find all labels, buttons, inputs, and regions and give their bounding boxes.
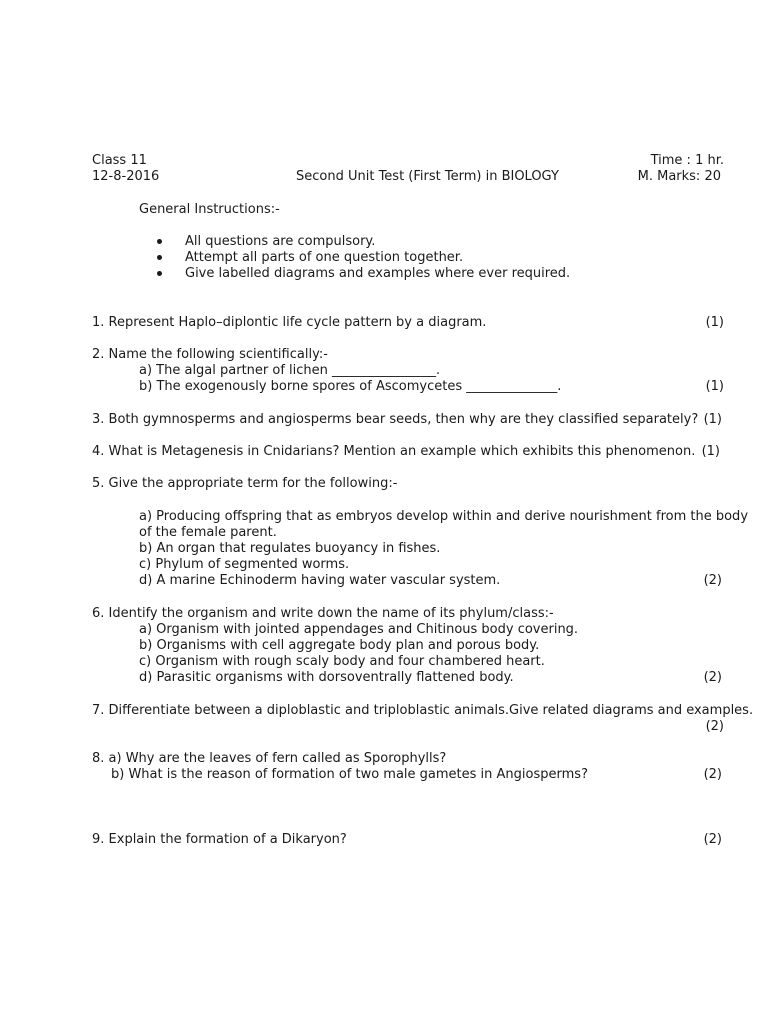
class-label: Class 11 — [92, 153, 147, 168]
instructions-heading: General Instructions:- — [139, 202, 280, 217]
question-5b: b) An organ that regulates buoyancy in fishes. — [139, 541, 441, 556]
bullet-icon — [157, 239, 162, 244]
question-8b: b) What is the reason of formation of two male gametes in Angiosperms? — [111, 767, 588, 782]
question-5d: d) A marine Echinoderm having water vascular system. — [139, 573, 501, 588]
exam-date: 12-8-2016 — [92, 169, 160, 184]
question-2: 2. Name the following scientifically:- — [92, 347, 328, 362]
question-8-marks: (2) — [703, 767, 722, 782]
question-3: 3. Both gymnosperms and angiosperms bear seeds, then why are they classified separately? — [92, 412, 699, 427]
question-6d: d) Parasitic organisms with dorsoventrally flattened body. — [139, 670, 514, 685]
page-title: Second Unit Test (First Term) in BIOLOGY — [296, 169, 559, 184]
instruction-item: Give labelled diagrams and examples where ever required. — [185, 266, 571, 281]
instruction-item: Attempt all parts of one question together. — [185, 250, 464, 265]
bullet-icon — [157, 255, 162, 260]
question-5c: c) Phylum of segmented worms. — [139, 557, 350, 572]
question-6: 6. Identify the organism and write down the name of its phylum/class:- — [92, 606, 554, 621]
question-4: 4. What is Metagenesis in Cnidarians? Mention an example which exhibits this phenomenon. — [92, 444, 696, 459]
question-5a: a) Producing offspring that as embryos develop within and derive nourishment from the body — [139, 509, 749, 524]
bullet-icon — [157, 271, 162, 276]
question-2a: a) The algal partner of lichen ________________. — [139, 363, 441, 378]
question-9-marks: (2) — [703, 832, 722, 847]
question-2-marks: (1) — [705, 379, 724, 394]
question-7: 7. Differentiate between a diploblastic and triploblastic animals.Give related diagrams and examples. — [92, 703, 754, 718]
question-6a: a) Organism with jointed appendages and Chitinous body covering. — [139, 622, 579, 637]
question-4-marks: (1) — [701, 444, 720, 459]
question-9: 9. Explain the formation of a Dikaryon? — [92, 832, 347, 847]
time-label: Time : 1 hr. — [650, 153, 724, 168]
question-3-marks: (1) — [703, 412, 722, 427]
question-2b: b) The exogenously borne spores of Ascomycetes ______________. — [139, 379, 562, 394]
question-5-marks: (2) — [703, 573, 722, 588]
max-marks-label: M. Marks: 20 — [637, 169, 721, 184]
question-5a-continued: of the female parent. — [139, 525, 277, 540]
question-1: 1. Represent Haplo–diplontic life cycle pattern by a diagram. — [92, 315, 487, 330]
instruction-item: All questions are compulsory. — [185, 234, 376, 249]
question-6b: b) Organisms with cell aggregate body plan and porous body. — [139, 638, 540, 653]
question-8a: 8. a) Why are the leaves of fern called as Sporophylls? — [92, 751, 447, 766]
question-7-marks: (2) — [705, 719, 724, 734]
question-6c: c) Organism with rough scaly body and four chambered heart. — [139, 654, 545, 669]
question-1-marks: (1) — [705, 315, 724, 330]
question-6-marks: (2) — [703, 670, 722, 685]
question-5: 5. Give the appropriate term for the following:- — [92, 476, 398, 491]
